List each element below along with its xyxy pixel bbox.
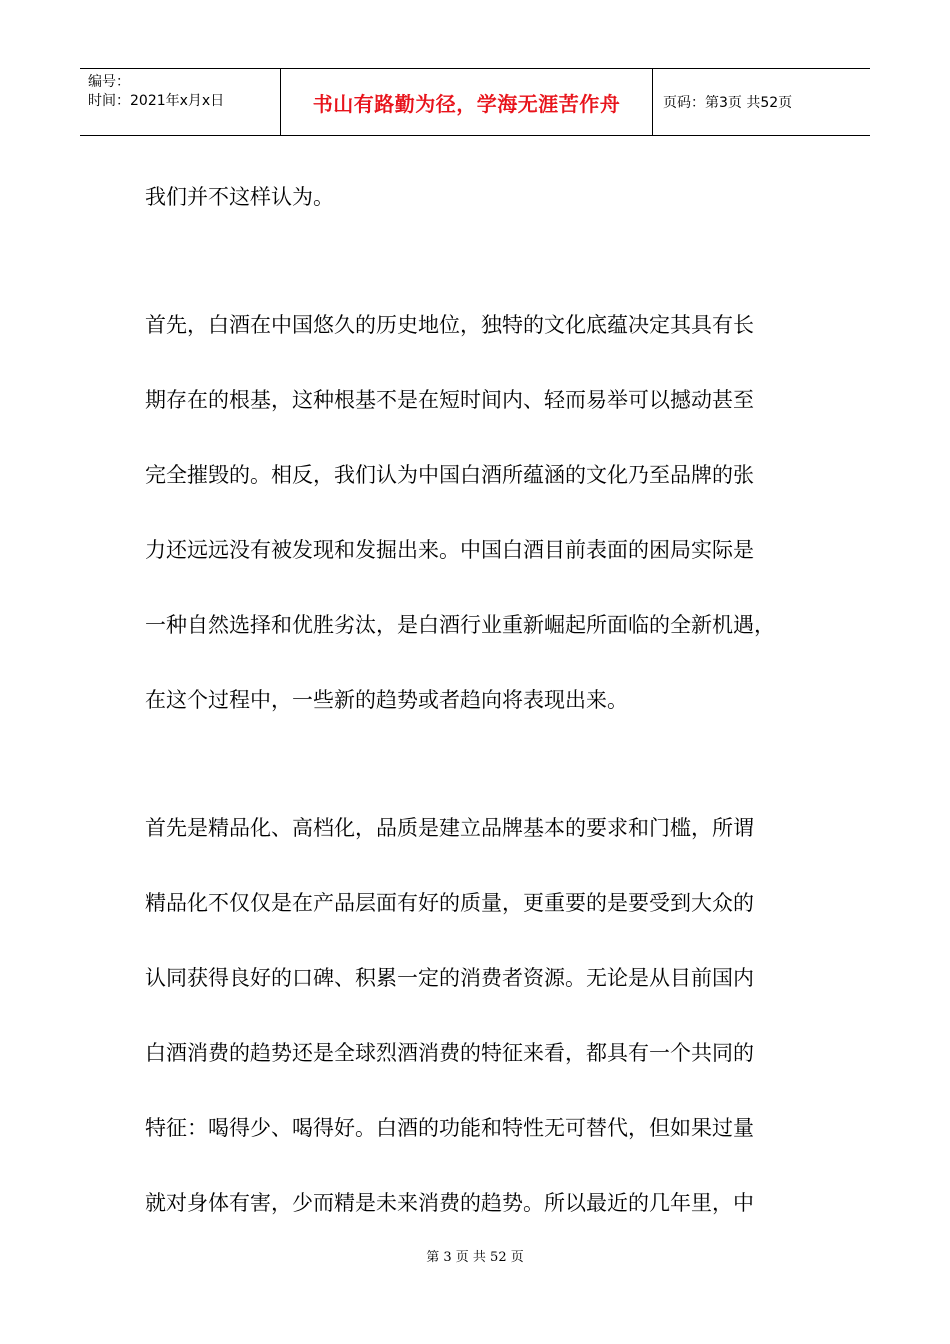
text-line: 精品化不仅仅是在产品层面有好的质量，更重要的是要受到大众的 (145, 891, 754, 915)
header-motto: 书山有路勤为径，学海无涯苦作舟 (312, 91, 621, 116)
header-motto-cell (281, 69, 653, 135)
text-line: 认同获得良好的口碑、积累一定的消费者资源。无论是从目前国内 (145, 966, 754, 990)
text-line: 特征：喝得少、喝得好。白酒的功能和特性无可替代，但如果过量 (145, 1116, 754, 1140)
page-footer (0, 1246, 950, 1265)
text-line: 首先是精品化、高档化，品质是建立品牌基本的要求和门槛，所谓 (145, 816, 754, 840)
paragraph-spacer (145, 235, 835, 288)
text-line: 力还远远没有被发现和发掘出来。中国白酒目前表面的困局实际是 (145, 538, 754, 562)
text-line: 首先，白酒在中国悠久的历史地位，独特的文化底蕴决定其具有长 (145, 313, 754, 337)
paragraph-spacer (145, 738, 835, 791)
paragraph (145, 288, 835, 738)
header-meta-cell (80, 69, 281, 135)
paragraph (145, 791, 835, 1241)
footer-page-number: 第 3 页 共 52 页 (426, 1250, 524, 1265)
document-body (145, 160, 835, 1241)
text-line: 白酒消费的趋势还是全球烈酒消费的特征来看，都具有一个共同的 (145, 1041, 754, 1065)
header-page-cell (653, 69, 870, 135)
date-label: 时间：2021年x月x日 (88, 93, 225, 109)
paragraph (145, 160, 835, 235)
text-line: 期存在的根基，这种根基不是在短时间内、轻而易举可以撼动甚至 (145, 388, 754, 412)
text-line: 我们并不这样认为。 (145, 185, 334, 209)
header-page-info: 页码：第3页 共52页 (663, 95, 793, 111)
serial-label: 编号： (88, 74, 130, 90)
text-line: 在这个过程中，一些新的趋势或者趋向将表现出来。 (145, 688, 628, 712)
text-line: 一种自然选择和优胜劣汰，是白酒行业重新崛起所面临的全新机遇， (145, 613, 775, 637)
text-line: 完全摧毁的。相反，我们认为中国白酒所蕴涵的文化乃至品牌的张 (145, 463, 754, 487)
page-header (80, 68, 870, 136)
text-line: 就对身体有害，少而精是未来消费的趋势。所以最近的几年里，中 (145, 1191, 754, 1215)
